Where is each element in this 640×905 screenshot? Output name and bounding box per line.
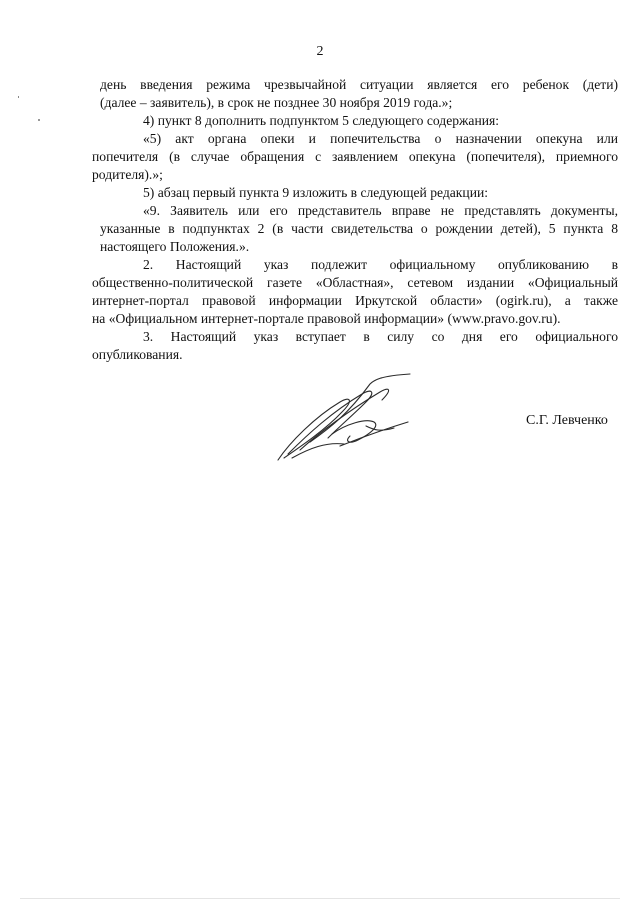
text-line: 4) пункт 8 дополнить подпунктом 5 следующего содержания: [143, 113, 500, 128]
text-line: общественно-политической газете «Областная», сетевом издании «Официальный [92, 275, 618, 290]
scan-speck [38, 119, 40, 121]
text-line: 3. Настоящий указ вступает в силу со дня его официального [143, 329, 618, 344]
handwritten-signature [270, 372, 420, 467]
text-line: опубликования. [92, 347, 183, 362]
text-line: родителя).»; [92, 167, 163, 182]
text-line: «5) акт органа опеки и попечительства о назначении опекуна или [143, 131, 618, 146]
text-line: (далее – заявитель), в срок не позднее 30 ноября 2019 года.»; [100, 95, 453, 110]
text-line: указанные в подпунктах 2 (в части свидетельства о рождении детей), 5 пункта 8 [100, 221, 618, 236]
text-line: «9. Заявитель или его представитель вправе не представлять документы, [143, 203, 618, 218]
scan-speck [18, 96, 19, 98]
text-line: день введения режима чрезвычайной ситуации является его ребенок (дети) [100, 77, 618, 92]
text-line: попечителя (в случае обращения с заявлением опекуна (попечителя), приемного [92, 149, 618, 164]
scan-edge-line [20, 898, 620, 899]
text-line: настоящего Положения.». [100, 239, 250, 254]
text-line: интернет-портал правовой информации Иркутской области» (ogirk.ru), а также [92, 293, 618, 308]
page-number: 2 [316, 44, 324, 59]
signer-name: С.Г. Левченко [526, 413, 608, 428]
text-line: 2. Настоящий указ подлежит официальному опубликованию в [143, 257, 618, 272]
text-line: на «Официальном интернет-портале правовой информации» (www.pravo.gov.ru). [92, 311, 561, 326]
text-line: 5) абзац первый пункта 9 изложить в следующей редакции: [143, 185, 489, 200]
